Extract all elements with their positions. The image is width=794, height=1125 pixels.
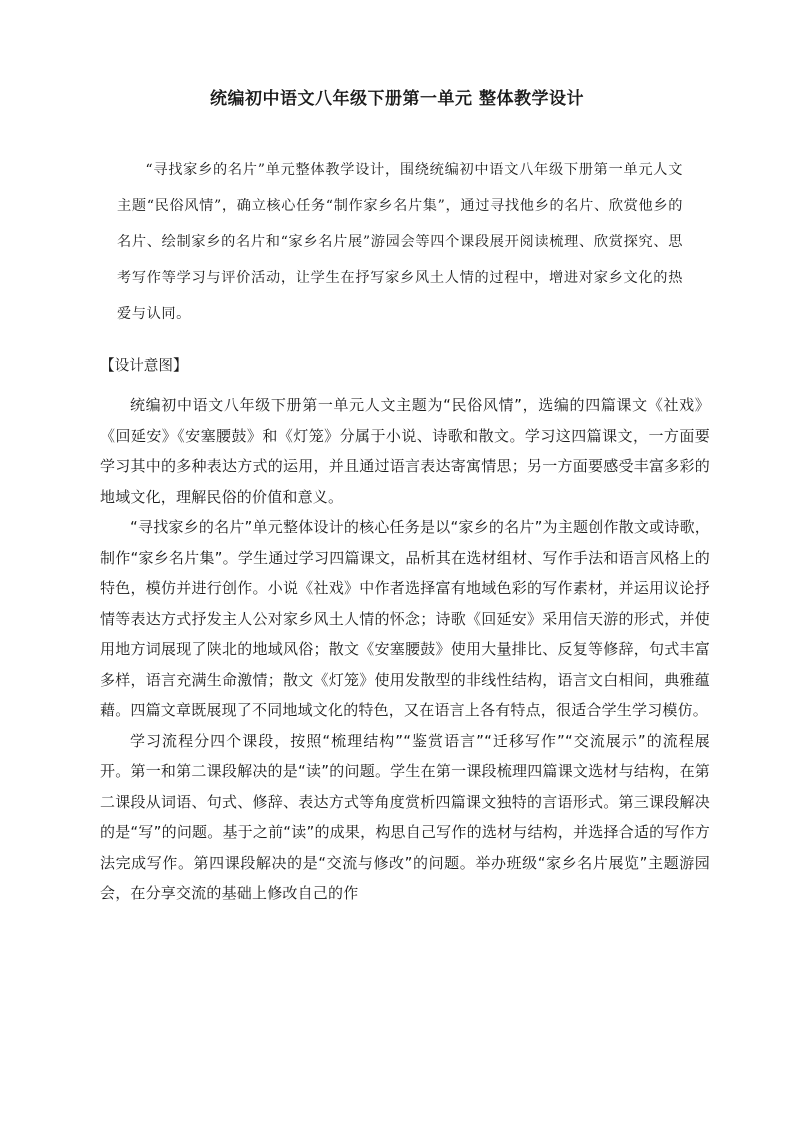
- document-title: 统编初中语文八年级下册第一单元 整体教学设计: [210, 89, 584, 109]
- body-paragraph: “寻找家乡的名片”单元整体设计的核心任务是以“家乡的名片”为主题创作散文或诗歌，制作“家乡名片集”。学生通过学习四篇课文，品析其在选材组材、写作手法和语言风格上的特色，模仿并进行创作。小说《社戏》中作者选择富有地域色彩的写作素材，并运用议论抒情等表达方式抒发主人公对家乡风土人情的怀念；诗歌《回延安》采用信天游的形式，并使用地方词展现了陕北的地域风俗；散文《安塞腰鼓》使用大量排比、反复等修辞，句式丰富多样，语言充满生命激情；散文《灯笼》使用发散型的非线性结构，语言文白相间，典雅蕴藉。四篇文章既展现了不同地域文化的特色，又在语言上各有特点，很适合学生学习模仿。: [100, 518, 710, 719]
- design-intent-section: [100, 390, 710, 909]
- section-heading: 【设计意图】: [100, 357, 188, 374]
- body-paragraph: 统编初中语文八年级下册第一单元人文主题为“民俗风情”，选编的四篇课文《社戏》《回延安》《安塞腰鼓》和《灯笼》分属于小说、诗歌和散文。学习这四篇课文，一方面要学习其中的多种表达方式的运用，并且通过语言表达寄寓情思；另一方面要感受丰富多彩的地域文化，理解民俗的价值和意义。: [100, 396, 710, 506]
- body-paragraph: 学习流程分四个课段，按照“梳理结构”“鉴赏语言”“迁移写作”“交流展示”的流程展开。第一和第二课段解决的是“读”的问题。学生在第一课段梳理四篇课文选材与结构，在第二课段从词语、句式、修辞、表达方式等角度赏析四篇课文独特的言语形式。第三课段解决的是“写”的问题。基于之前“读”的成果，构思自己写作的选材与结构，并选择合适的写作方法完成写作。第四课段解决的是“交流与修改”的问题。举办班级“家乡名片展览”主题游园会，在分享交流的基础上修改自己的作: [100, 731, 710, 902]
- abstract-paragraph: “寻找家乡的名片”单元整体教学设计，围绕统编初中语文八年级下册第一单元人文主题“民俗风情”，确立核心任务“制作家乡名片集”，通过寻找他乡的名片、欣赏他乡的名片、绘制家乡的名片和“家乡名片展”游园会等四个课段展开阅读梳理、欣赏探究、思考写作等学习与评价活动，让学生在抒写家乡风土人情的过程中，增进对家乡文化的热爱与认同。: [117, 162, 683, 322]
